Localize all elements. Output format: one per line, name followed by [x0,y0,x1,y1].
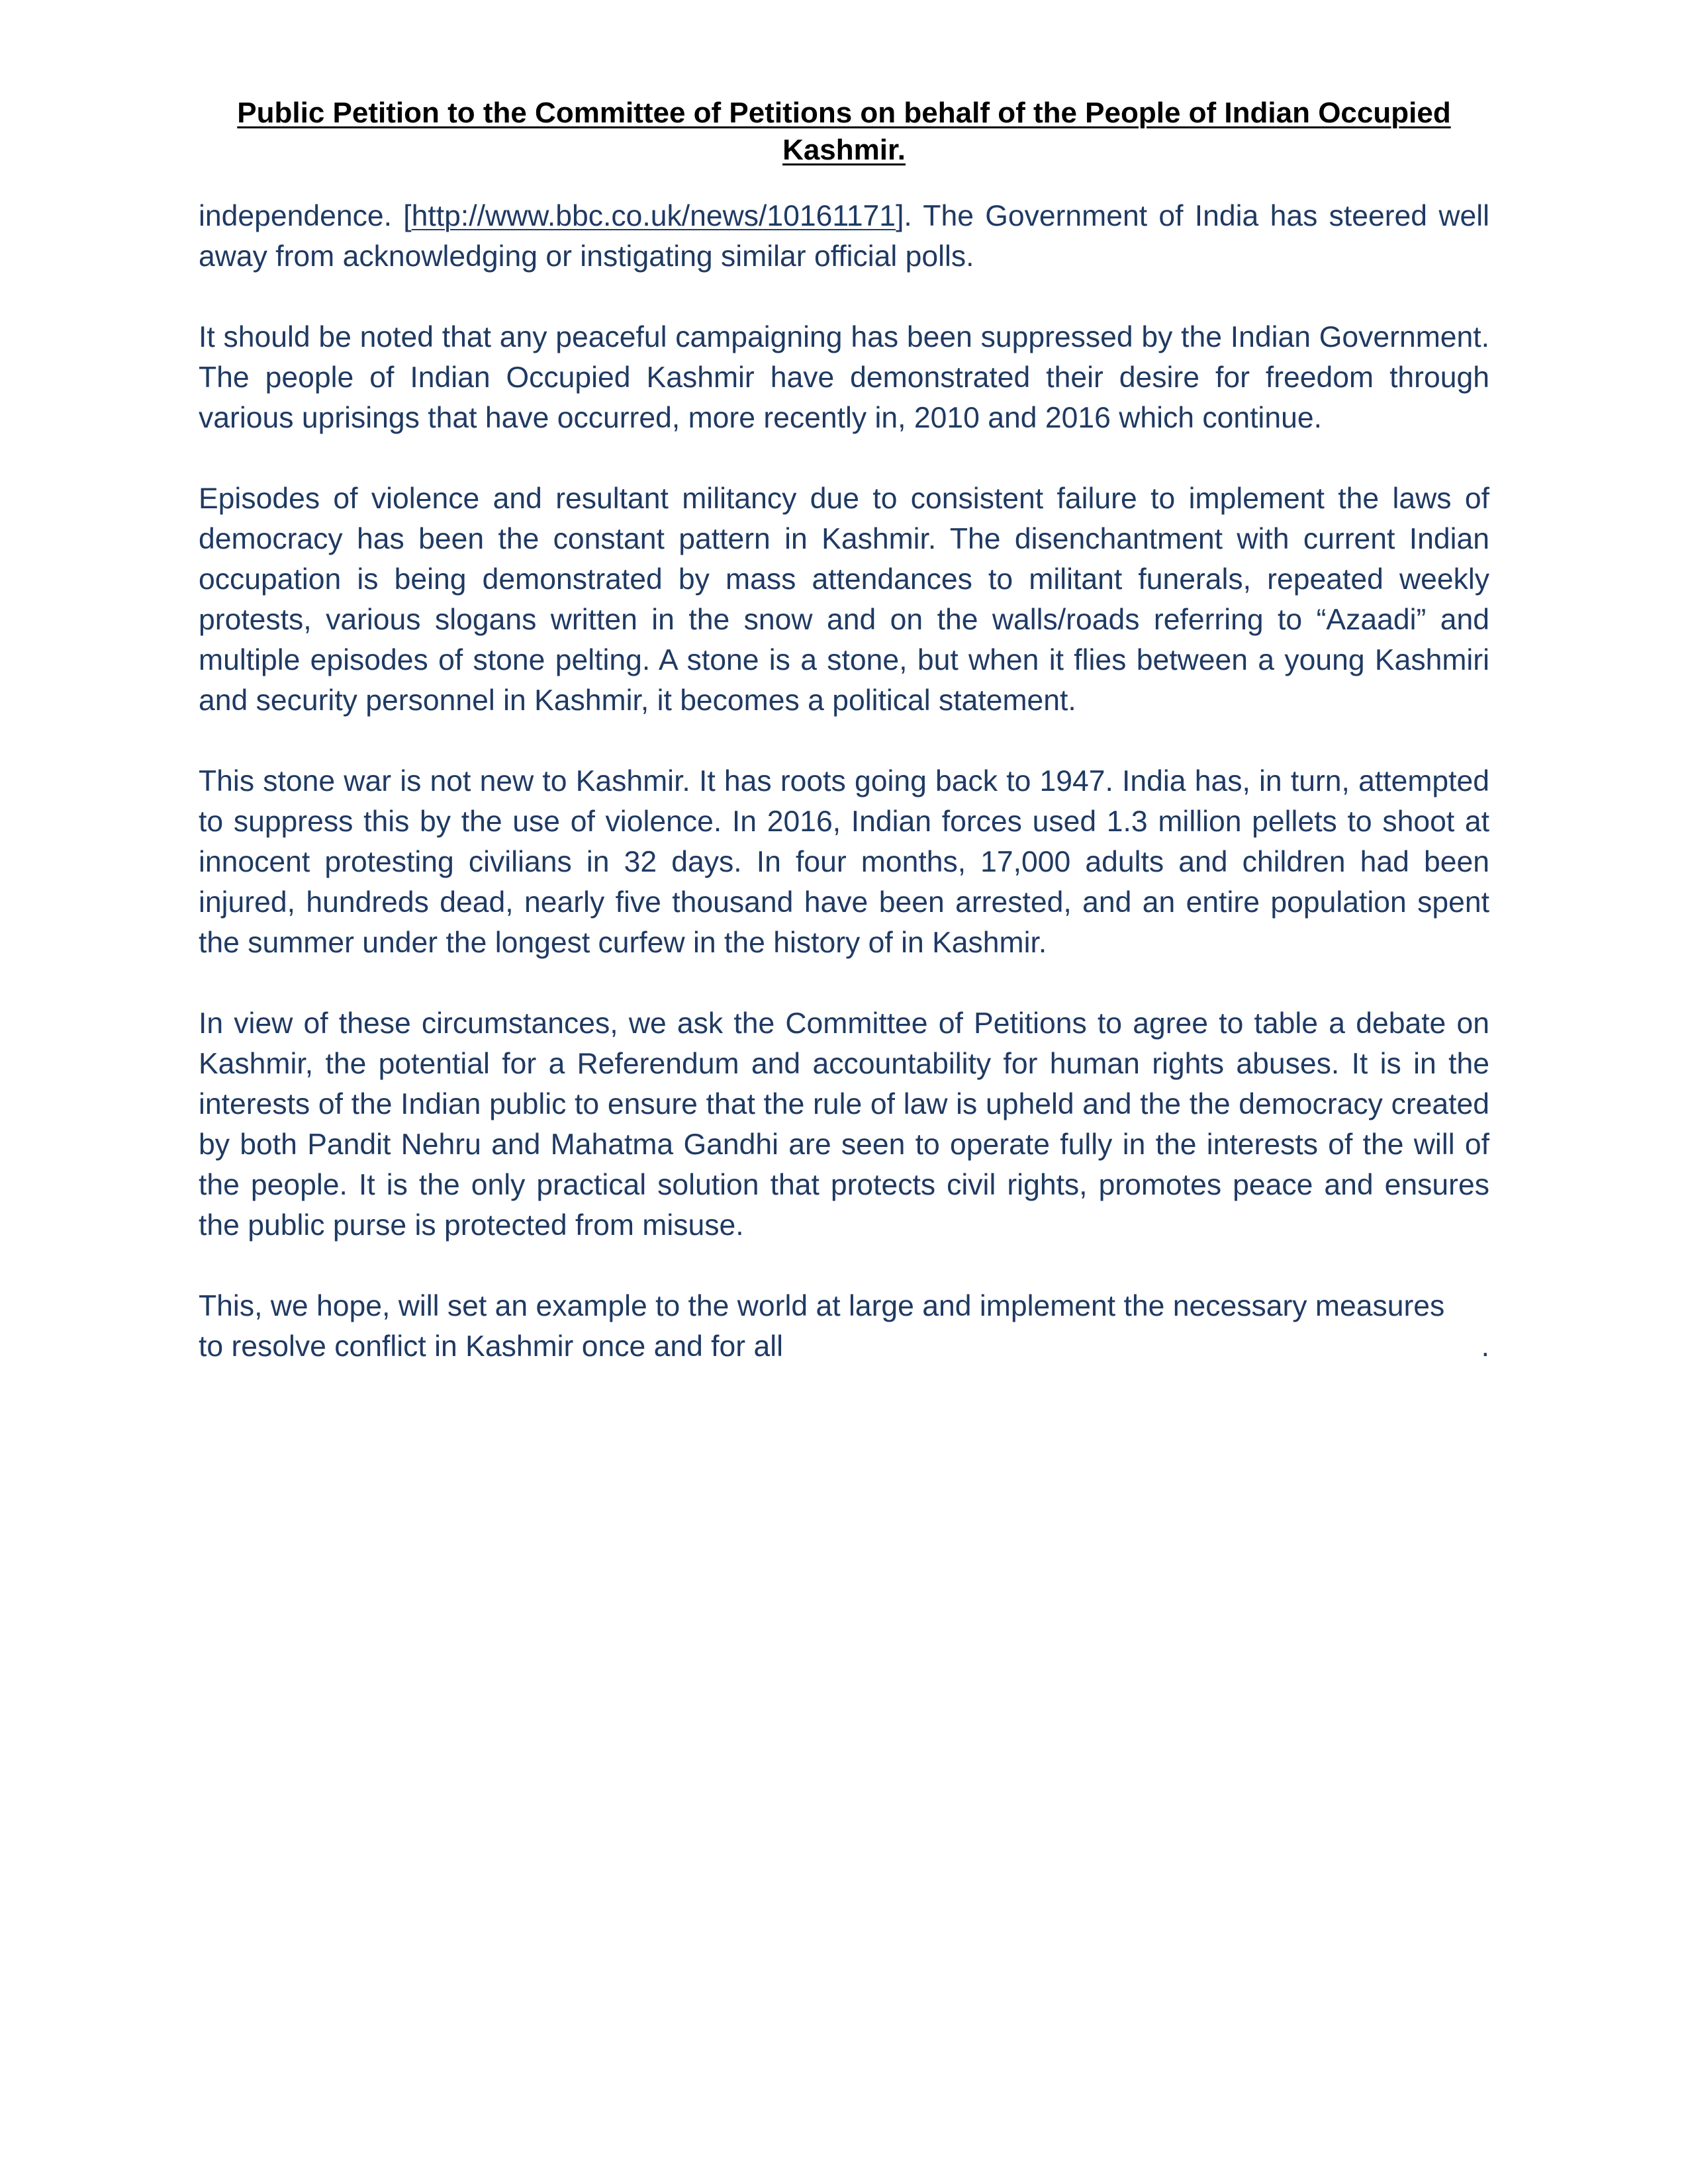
paragraph-stone-war: This stone war is not new to Kashmir. It has roots going back to 1947. India has, in turn, attempted to suppress this by the use of violence. In 2016, Indian forces used 1.3 million pellets to shoot at innocent protesting civilians in 32 days. In four months, 17,000 adults and children had been injured, hundreds dead, nearly five thousand have been arrested, and an entire population spent the summer under the longest curfew in the history of in Kashmir. [199,765,1489,959]
page-title [199,95,1489,169]
paragraph-peaceful-campaigning: It should be noted that any peaceful campaigning has been suppressed by the Indian Government. The people of Indian Occupied Kashmir have demonstrated their desire for freedom through various uprisings that have occurred, more recently in, 2010 and 2016 which continue. [199,321,1489,434]
paragraph-closing [199,1286,1489,1367]
paragraph-request-to-committee: In view of these circumstances, we ask the Committee of Petitions to agree to table a debate on Kashmir, the potential for a Referendum and accountability for human rights abuses. It is in the interests of the Indian public to ensure that the rule of law is upheld and the the democracy created by both Pandit Nehru and Mahatma Gandhi are seen to operate fully in the interests of the will of the people. It is the only practical solution that protects civil rights, promotes peace and ensures the public purse is protected from misuse. [199,1007,1489,1242]
title-line-2: Kashmir. [782,134,906,166]
paragraph-independence [199,196,1489,277]
closing-line-2-text: to resolve conflict in Kashmir once and for all [199,1330,784,1363]
title-line-1: Public Petition to the Committee of Petitions on behalf of the People of Indian Occupied [237,97,1451,129]
bbc-news-link[interactable]: http://www.bbc.co.uk/news/10161171 [411,200,896,232]
closing-line-2 [199,1326,1489,1367]
paragraph-episodes-of-violence: Episodes of violence and resultant militancy due to consistent failure to implement the laws of democracy has been the constant pattern in Kashmir. The disenchantment with current Indian occupation is being demonstrated by mass attendances to militant funerals, repeated weekly protests, various slogans written in the snow and on the walls/roads referring to “Azaadi” and multiple episodes of stone pelting. A stone is a stone, but when it flies between a young Kashmiri and security personnel in Kashmir, it becomes a political statement. [199,482,1489,717]
paragraph-text: independence. [ [199,200,412,232]
closing-period: . [1481,1330,1489,1363]
closing-line-1: This, we hope, will set an example to the world at large and implement the necessary measures [199,1290,1445,1322]
paragraph-text: ]. The Government of India has steered well away from acknowledging or instigating similar official polls. [199,200,1490,273]
document-body [199,196,1489,1407]
